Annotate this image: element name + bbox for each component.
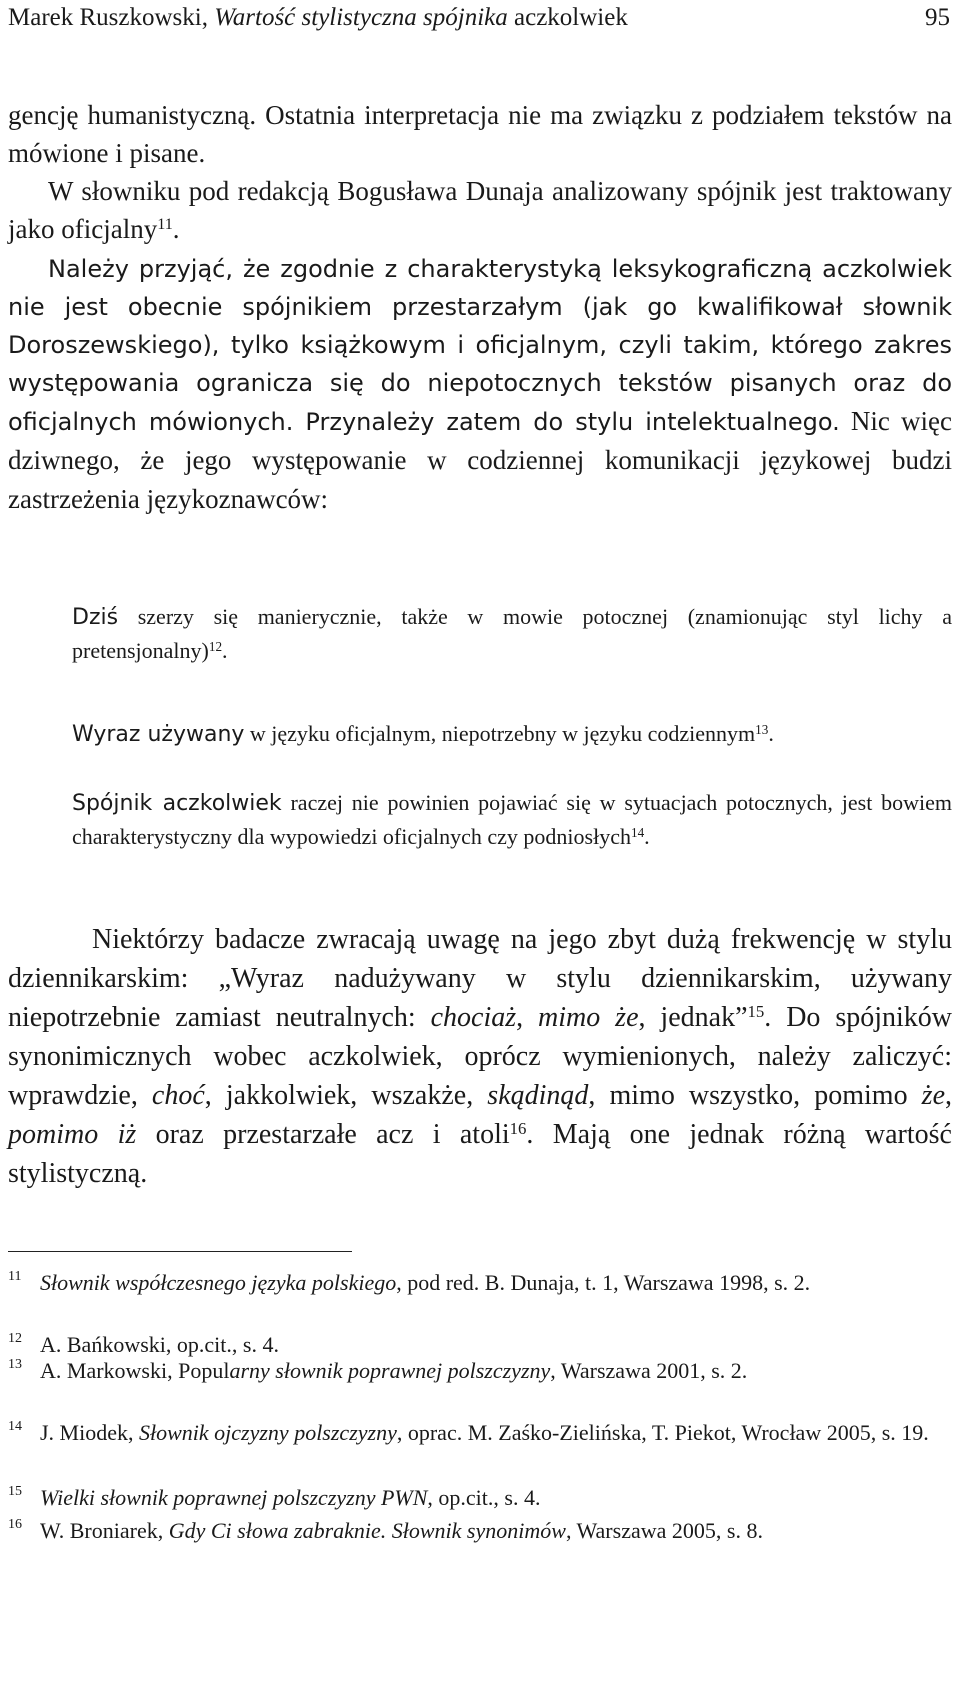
footnote-ref-14[interactable]: 14 [630,824,645,840]
page-header [8,2,952,34]
footnote-divider [8,1251,352,1252]
header-title: Wartość stylistyczna spójnika [214,4,508,31]
footnote-15: 15 Wielki słownik poprawnej polszczyzny PWN, op.cit., s. 4. [8,1484,541,1510]
header-author: Marek Ruszkowski, [8,4,215,31]
quote-2: Wyraz używany w języku oficjalnym, niepotrzebny w języku codziennym$^{13}$. [72,721,774,747]
page-number: 95 [925,4,950,31]
paragraph-2 [8,250,952,519]
header-title-rest: aczkolwiek [507,4,628,31]
quote-3: Spójnik aczkolwiek raczej nie powinien pojawiać się w sytuacjach potocznych, jest bowiem charakterystyczny dla wypowiedzi oficjalnych czy podniosłych$^{14}$. [72,790,953,849]
running-title [8,2,628,34]
paragraph-2-sans: Należy przyjąć, że zgodnie z charakterystyką leksykograficzną aczkolwiek nie jest obecnie spójnikiem przestarzałym (jak go kwalifikował słownik Doroszewskiego), tylko książkowym i oficjalnym, czyli takim, którego zakres występowania ogranicza się do niepotocznych tekstów pisanych oraz do oficjalnych mówionych. Przynależy zatem do stylu intelektualnego. [8,255,952,436]
footnote-13: 13 A. Markowski, Popularny słownik poprawnej polszczyzny, Warszawa 2001, s. 2. [8,1357,748,1383]
footnote-ref-11[interactable]: 11 [157,215,173,234]
footnote-12: 12 A. Bańkowski, op.cit., s. 4. [8,1331,279,1357]
footnote-ref-13[interactable]: 13 [755,721,769,737]
paragraph-1-text: gencję humanistyczną. Ostatnia interpretacja nie ma związku z podziałem tekstów na mówione i pisane. [8,100,952,168]
footnote-ref-12[interactable]: 12 [208,638,223,654]
footnote-14: 14 J. Miodek, Słownik ojczyzny polszczyzny, oprac. M. Zaśko-Zielińska, T. Piekot, Wrocław 2005, s. 19. [8,1419,929,1445]
paragraph-2-serif: Nic więc dziwnego, że jego występowanie w codziennej komunikacji językowej budzi zastrzeżenia językoznawców: [8,406,952,514]
paragraph-2-text: W słowniku pod redakcją Bogusława Dunaja analizowany spójnik jest traktowany jako oficjalny [8,176,952,244]
quote-1: Dziś szerzy się manierycznie, także w mowie potocznej (znamionując styl lichy a pretensjonalny)$^{12}$. [72,604,952,663]
paragraph-3: Niektórzy badacze zwracają uwagę na jego zbyt dużą frekwencję w stylu dziennikarskim: „Wyraz nadużywany w stylu dziennikarskim, używany niepotrzebnie zamiast neutralnych: chociaż, mimo że, jednak”$^{15}$. Do spójników synonimicznych wobec aczkolwiek, oprócz wymienionych, należy zaliczyć: wprawdzie, choć, jakkolwiek, wszakże, skądinąd, mimo wszystko, pomimo że, pomimo iż oraz przestarzałe acz i atoli$^{16}$. Mają one jednak różną wartość stylistyczną. [8,924,953,1189]
footnote-16: 16 W. Broniarek, Gdy Ci słowa zabraknie. Słownik synonimów, Warszawa 2005, s. 8. [8,1517,763,1543]
footnote-11: 11 Słownik współczesnego języka polskiego, pod red. B. Dunaja, t. 1, Warszawa 1998, s. 2. [8,1269,811,1295]
footnote-ref-15[interactable]: 15 [747,1001,765,1021]
footnote-ref-16[interactable]: 16 [509,1118,527,1138]
paragraph-1: gencję humanistyczną. Ostatnia interpretacja nie ma związku z podziałem tekstów na mówione i pisane. W słowniku pod redakcją Bogusława Dunaja analizowany spójnik jest traktowany jako oficjalny$^{11}$. [8,100,952,244]
